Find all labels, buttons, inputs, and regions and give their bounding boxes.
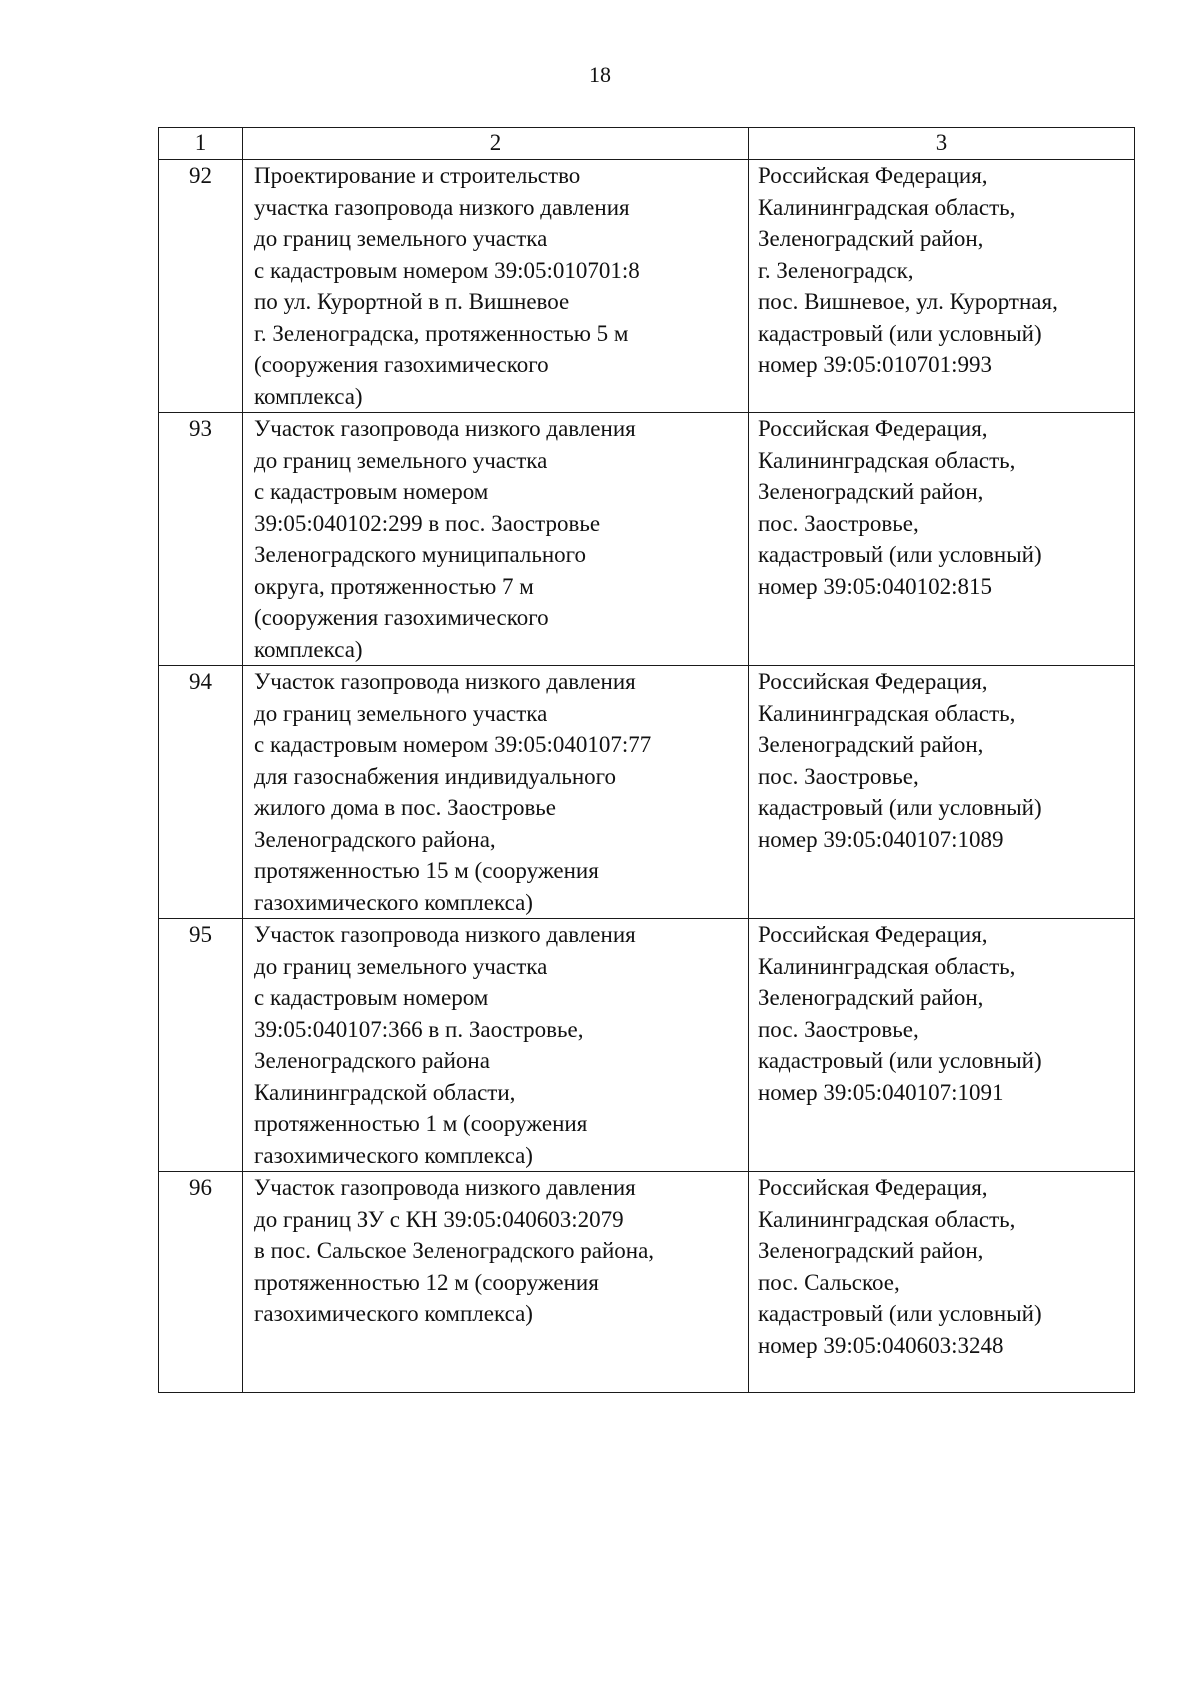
description-line: для газоснабжения индивидуального: [254, 763, 617, 789]
address-line: пос. Заостровье,: [758, 1016, 919, 1042]
object-description: [243, 666, 749, 919]
description-line: газохимического комплекса): [254, 889, 533, 915]
description-line: протяженностью 15 м (сооружения: [254, 858, 599, 883]
object-address: [749, 1172, 1135, 1393]
description-line: с кадастровым номером 39:05:010701:8: [254, 257, 640, 283]
description-line: до границ земельного участка: [254, 447, 548, 473]
table-row: [159, 666, 1135, 919]
description-line: (сооружения газохимического: [254, 605, 549, 630]
object-description: [243, 160, 749, 413]
address-line: Зеленоградский район,: [758, 1238, 984, 1263]
table-row: [159, 160, 1135, 413]
object-description: [243, 919, 749, 1172]
description-line: комплекса): [254, 383, 363, 409]
table-row: [159, 919, 1135, 1172]
address-line: Российская Федерация,: [758, 1175, 988, 1200]
description-line: до границ земельного участка: [254, 953, 548, 979]
address-line: Российская Федерация,: [758, 416, 988, 441]
description-line: по ул. Курортной в п. Вишневое: [254, 289, 570, 314]
description-line: 39:05:040102:299 в пос. Заостровье: [254, 510, 601, 536]
address-line: номер 39:05:040102:815: [758, 573, 993, 599]
table-row: [159, 1172, 1135, 1393]
object-description: [243, 1172, 749, 1393]
address-line: номер 39:05:040107:1091: [758, 1079, 1004, 1105]
address-line: Зеленоградский район,: [758, 226, 984, 251]
description-line: Участок газопровода низкого давления: [254, 1175, 636, 1200]
address-line: номер 39:05:040107:1089: [758, 826, 1004, 852]
address-line: пос. Вишневое, ул. Курортная,: [758, 289, 1058, 314]
description-line: с кадастровым номером 39:05:040107:77: [254, 732, 652, 757]
address-line: пос. Заостровье,: [758, 763, 919, 789]
address-line: Калининградская область,: [758, 1206, 1016, 1232]
column-header-description: 2: [243, 128, 749, 160]
description-line: Проектирование и строительство: [254, 163, 581, 188]
description-line: до границ земельного участка: [254, 226, 548, 251]
address-line: Калининградская область,: [758, 194, 1016, 220]
description-line: газохимического комплекса): [254, 1301, 533, 1326]
description-line: г. Зеленоградска, протяженностью 5 м: [254, 320, 629, 346]
address-line: Российская Федерация,: [758, 669, 988, 694]
description-line: с кадастровым номером: [254, 985, 489, 1010]
description-line: Зеленоградского муниципального: [254, 542, 587, 567]
object-address: [749, 919, 1135, 1172]
address-line: Зеленоградский район,: [758, 985, 984, 1010]
address-line: пос. Сальское,: [758, 1269, 900, 1295]
address-line: Российская Федерация,: [758, 163, 988, 188]
description-line: жилого дома в пос. Заостровье: [254, 795, 557, 820]
description-line: Участок газопровода низкого давления: [254, 922, 636, 947]
row-number: 96: [159, 1172, 243, 1393]
description-line: до границ земельного участка: [254, 700, 548, 726]
description-line: с кадастровым номером: [254, 479, 489, 504]
table-header-row: [159, 128, 1135, 160]
address-line: Калининградская область,: [758, 953, 1016, 979]
description-line: Участок газопровода низкого давления: [254, 416, 636, 441]
description-line: Калининградской области,: [254, 1079, 516, 1105]
address-line: Калининградская область,: [758, 700, 1016, 726]
description-line: округа, протяженностью 7 м: [254, 573, 534, 599]
description-line: протяженностью 1 м (сооружения: [254, 1111, 588, 1136]
description-line: (сооружения газохимического: [254, 352, 549, 377]
object-address: [749, 413, 1135, 666]
description-line: Участок газопровода низкого давления: [254, 669, 636, 694]
address-line: Калининградская область,: [758, 447, 1016, 473]
table-row: [159, 413, 1135, 666]
address-line: кадастровый (или условный): [758, 1301, 1042, 1326]
address-line: г. Зеленоградск,: [758, 257, 914, 283]
column-header-number: 1: [159, 128, 243, 160]
description-line: 39:05:040107:366 в п. Заостровье,: [254, 1016, 584, 1042]
row-number: 92: [159, 160, 243, 413]
address-line: кадастровый (или условный): [758, 320, 1042, 346]
description-line: комплекса): [254, 636, 363, 662]
description-line: Зеленоградского района: [254, 1048, 490, 1073]
address-line: кадастровый (или условный): [758, 1048, 1042, 1073]
address-line: пос. Заостровье,: [758, 510, 919, 536]
object-address: [749, 666, 1135, 919]
page-number: 18: [589, 62, 611, 87]
address-line: кадастровый (или условный): [758, 795, 1042, 820]
description-line: протяженностью 12 м (сооружения: [254, 1269, 599, 1295]
description-line: Зеленоградского района,: [254, 826, 496, 852]
address-line: Зеленоградский район,: [758, 479, 984, 504]
address-line: номер 39:05:010701:993: [758, 352, 993, 377]
row-number: 93: [159, 413, 243, 666]
description-line: газохимического комплекса): [254, 1142, 533, 1168]
description-line: до границ ЗУ с КН 39:05:040603:2079: [254, 1206, 624, 1232]
object-address: [749, 160, 1135, 413]
row-number: 95: [159, 919, 243, 1172]
registry-table: [158, 127, 1135, 1393]
column-header-address: 3: [749, 128, 1135, 160]
object-description: [243, 413, 749, 666]
description-line: участка газопровода низкого давления: [254, 194, 630, 220]
address-line: номер 39:05:040603:3248: [758, 1332, 1004, 1358]
address-line: кадастровый (или условный): [758, 542, 1042, 567]
row-number: 94: [159, 666, 243, 919]
description-line: в пос. Сальское Зеленоградского района,: [254, 1238, 655, 1263]
address-line: Зеленоградский район,: [758, 732, 984, 757]
address-line: Российская Федерация,: [758, 922, 988, 947]
